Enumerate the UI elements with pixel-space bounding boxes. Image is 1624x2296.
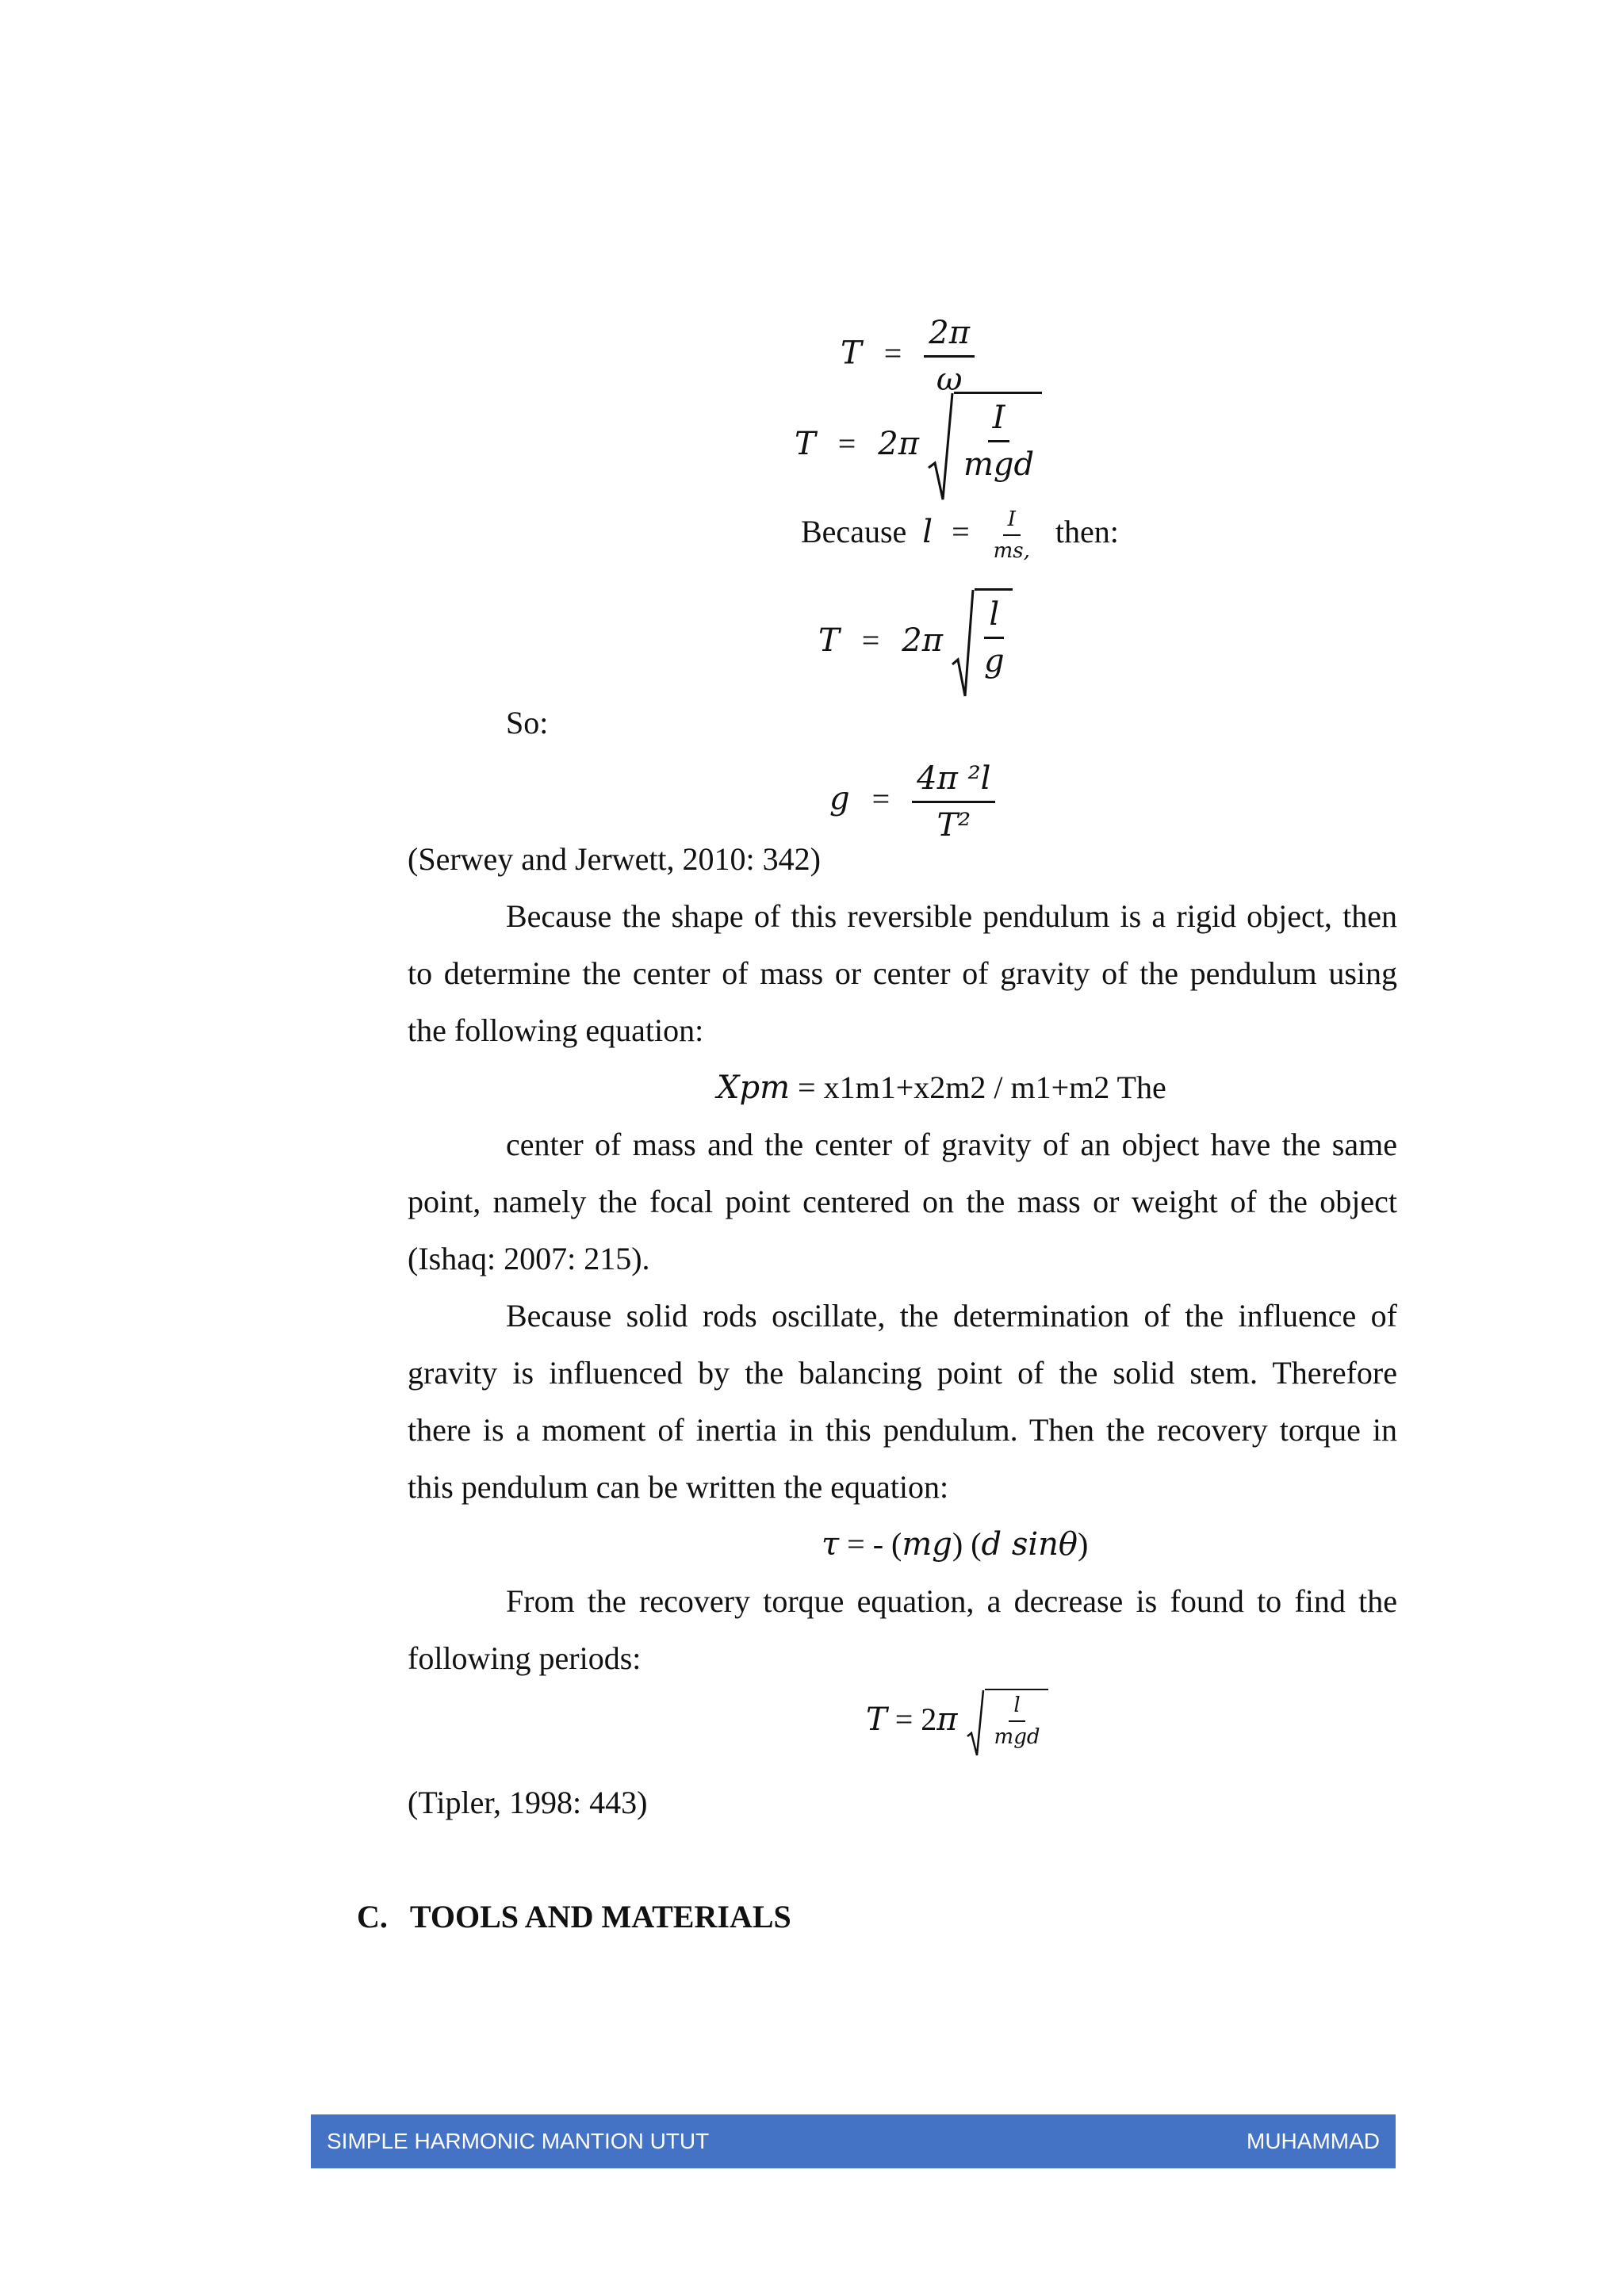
eq5-lhs: T (866, 1701, 887, 1739)
eq1-den: ω (936, 362, 963, 398)
because-post: then: (1055, 514, 1119, 550)
because-pre: Because (801, 514, 907, 550)
paragraph-center-of-mass (408, 1126, 1397, 1278)
xpm-rest: = x1m1+x2m2 / m1+m2 The (790, 1070, 1166, 1105)
eq5-sqrt (966, 1689, 1048, 1757)
eq2-num: I (988, 399, 1010, 442)
para3-line4: this pendulum can be written the equation: (408, 1469, 949, 1505)
because-line (801, 507, 1119, 563)
citation-tipler: (Tipler, 1998: 443) (408, 1785, 648, 1820)
eq5-num: l (1009, 1693, 1025, 1722)
sqrt-sign-icon (951, 588, 975, 699)
para1-line1: Because the shape of this reversible pendulum is a rigid object, then (506, 898, 1397, 934)
para1-line2: to determine the center of mass or center of gravity of the pendulum using (408, 955, 1397, 991)
eq4-den: T² (936, 807, 971, 844)
eq2-lhs: T (795, 426, 816, 463)
so-label: So: (506, 705, 549, 740)
eq3-op: = (861, 622, 880, 659)
equation-period-physical (795, 392, 1042, 503)
eq1-lhs: T (841, 335, 862, 372)
eq2-sqrt (927, 392, 1042, 503)
eq1-op: = (883, 335, 902, 371)
section-letter: C. (357, 1899, 388, 1934)
equation-period-simple (818, 588, 1013, 699)
equation-period-omega (841, 314, 975, 399)
page-footer (311, 2114, 1396, 2168)
para2-line1: center of mass and the center of gravity of an object have the same (506, 1127, 1397, 1162)
eq2-den: mgd (963, 446, 1035, 483)
eq1-num: 2π (924, 314, 975, 358)
eq5-pi: π (936, 1701, 958, 1739)
eq2-op: = (837, 426, 856, 462)
eq5-op: = 2 (887, 1701, 937, 1738)
paragraph-rigid-object (408, 897, 1397, 1050)
para3-line1: Because solid rods oscillate, the determination of the influence of (506, 1298, 1397, 1334)
eq3-sqrt (951, 588, 1013, 699)
equation-period-final (866, 1689, 1048, 1757)
eq4-lhs: g (829, 780, 850, 817)
eq3-den: g (984, 643, 1005, 679)
eq5-den: mgd (994, 1725, 1040, 1749)
eq3-coef: 2π (902, 622, 943, 660)
eq4-op: = (871, 780, 891, 817)
eq4-num: 4π ²l (912, 760, 995, 803)
para4-line1: From the recovery torque equation, a decrease is found to find the (506, 1583, 1397, 1619)
torque-part-e: d sinθ (981, 1526, 1078, 1563)
torque-part-b: = - ( (839, 1526, 902, 1562)
torque-part-c: mg (902, 1526, 952, 1563)
para2-line2: point, namely the focal point centered on the mass or weight of the object (408, 1184, 1397, 1219)
eq4-fraction (912, 760, 995, 844)
para4-line2: following periods: (408, 1640, 642, 1676)
para3-line2: gravity is influenced by the balancing point of the solid stem. Therefore (408, 1355, 1397, 1391)
sqrt-sign-icon (966, 1689, 985, 1757)
torque-part-d: ) ( (952, 1526, 982, 1562)
torque-part-f: ) (1078, 1526, 1089, 1562)
paragraph-recovery-torque (408, 1582, 1397, 1678)
because-var: l (922, 514, 933, 551)
paragraph-solid-rods (408, 1297, 1397, 1506)
sqrt-sign-icon (927, 392, 954, 503)
section-heading (357, 1898, 791, 1936)
equation-gravity (829, 760, 995, 844)
because-fraction (989, 507, 1035, 563)
para1-line3: the following equation: (408, 1012, 704, 1048)
equation-torque (822, 1525, 1088, 1563)
xpm-math: Xpm (717, 1070, 791, 1106)
eq2-coef: 2π (878, 426, 919, 463)
because-den: ms, (993, 539, 1030, 563)
section-title: TOOLS AND MATERIALS (409, 1899, 791, 1934)
eq3-num: l (984, 595, 1004, 639)
footer-right-text: MUHAMMAD (1247, 2129, 1380, 2153)
because-op: = (952, 514, 970, 550)
para3-line3: there is a moment of inertia in this pendulum. Then the recovery torque in (408, 1412, 1397, 1448)
citation-serwey: (Serwey and Jerwett, 2010: 342) (408, 841, 821, 877)
para2-line3: (Ishaq: 2007: 215). (408, 1241, 650, 1276)
equation-center-of-mass (717, 1069, 1166, 1107)
footer-left-text: SIMPLE HARMONIC MANTION UTUT (327, 2129, 710, 2153)
torque-tau: τ (822, 1526, 840, 1563)
because-num: I (1003, 507, 1021, 536)
eq3-lhs: T (818, 622, 840, 660)
eq1-fraction (924, 314, 975, 399)
